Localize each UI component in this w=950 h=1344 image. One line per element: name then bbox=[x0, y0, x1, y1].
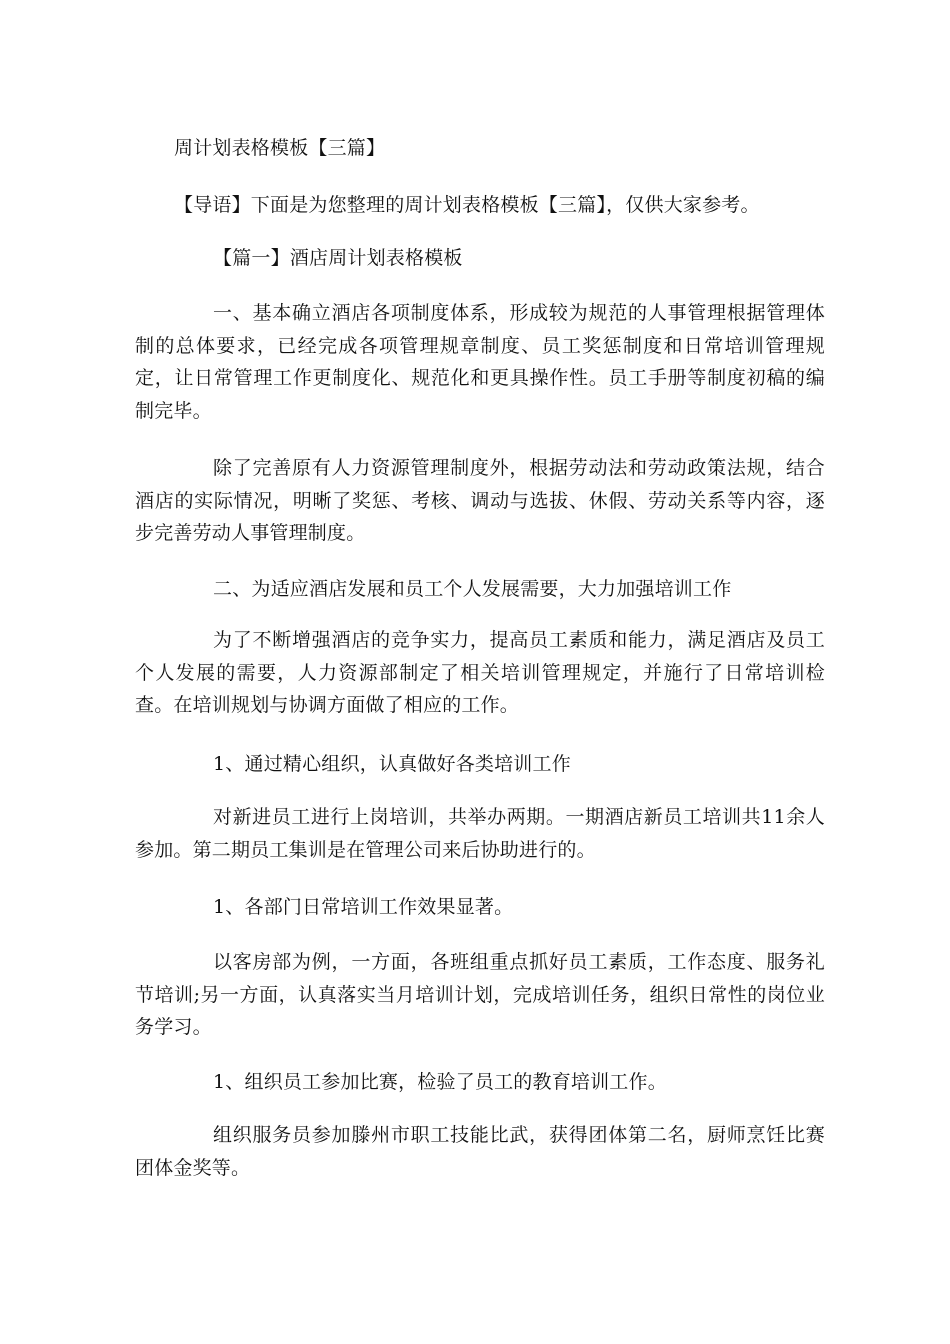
paragraph-1: 一、基本确立酒店各项制度体系，形成较为规范的人事管理根据管理体制的总体要求，已经完成各项管理规章制度、员工奖惩制度和日常培训管理规定，让日常管理工作更制度化、规范化和更具操作性。员工手册等制度初稿的编制完毕。 bbox=[135, 302, 825, 422]
paragraph-3: 为了不断增强酒店的竞争实力，提高员工素质和能力，满足酒店及员工个人发展的需要，人力资源部制定了相关培训管理规定，并施行了日常培训检查。在培训规划与协调方面做了相应的工作。 bbox=[135, 629, 825, 716]
paragraph-6: 组织服务员参加滕州市职工技能比武，获得团体第二名，厨师烹饪比赛团体金奖等。 bbox=[135, 1124, 825, 1179]
subheading-2: 二、为适应酒店发展和员工个人发展需要，大力加强培训工作 bbox=[213, 578, 732, 600]
paragraph-2: 除了完善原有人力资源管理制度外，根据劳动法和劳动政策法规，结合酒店的实际情况，明晰了奖惩、考核、调动与选拔、休假、劳动关系等内容，逐步完善劳动人事管理制度。 bbox=[135, 457, 825, 544]
paragraph-5: 以客房部为例，一方面，各班组重点抓好员工素质，工作态度、服务礼节培训;另一方面，认真落实当月培训计划，完成培训任务，组织日常性的岗位业务学习。 bbox=[135, 951, 825, 1038]
list-heading-3: 1、组织员工参加比赛，检验了员工的教育培训工作。 bbox=[213, 1071, 667, 1093]
document-title: 周计划表格模板【三篇】 bbox=[174, 137, 386, 159]
intro-paragraph: 【导语】下面是为您整理的周计划表格模板【三篇】，仅供大家参考。 bbox=[174, 194, 760, 216]
section-heading: 【篇一】酒店周计划表格模板 bbox=[213, 247, 463, 269]
list-heading-2: 1、各部门日常培训工作效果显著。 bbox=[213, 896, 514, 918]
list-heading-1: 1、通过精心组织，认真做好各类培训工作 bbox=[213, 753, 571, 775]
paragraph-4: 对新进员工进行上岗培训，共举办两期。一期酒店新员工培训共11余人参加。第二期员工集训是在管理公司来后协助进行的。 bbox=[135, 806, 825, 861]
